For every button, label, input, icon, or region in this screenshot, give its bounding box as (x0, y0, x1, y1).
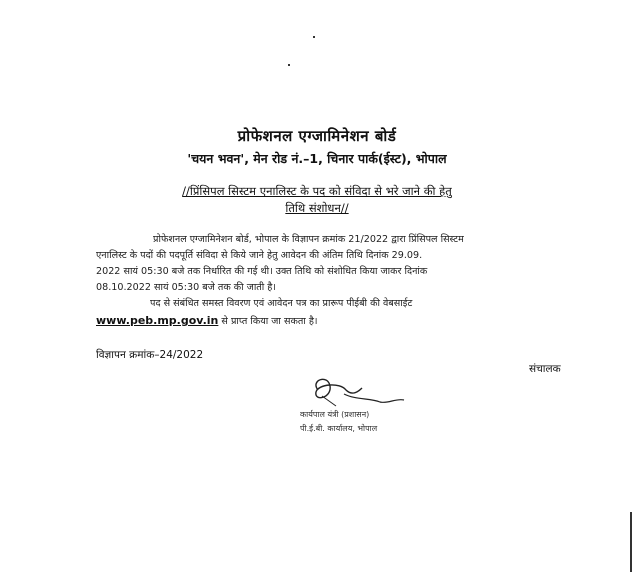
website-suffix: से प्राप्त किया जा सकता है। (218, 316, 318, 327)
stamp-line-2: पी.ई.बी. कार्यालय, भोपाल (300, 424, 378, 433)
scan-speck (288, 64, 290, 66)
stamp-line-1: कार्यपाल यंत्री (प्रशासन) (300, 410, 370, 419)
scan-speck (630, 512, 632, 572)
body-paragraph-line: 08.10.2022 सायं 05:30 बजे तक की जाती है। (96, 282, 277, 293)
scan-speck (313, 36, 315, 38)
body-paragraph-line: प्रोफेशनल एग्जामिनेशन बोर्ड, भोपाल के विज्ञापन क्रमांक 21/2022 द्वारा प्रिंसिपल सिस्टम (153, 234, 464, 245)
subject-text-2: तिथि संशोधन// (285, 201, 349, 215)
director-label: संचालक (529, 363, 561, 375)
body-paragraph-line: पद से संबंधित समस्त विवरण एवं आवेदन पत्र का प्रारूप पीईबी की वेबसाईट (150, 298, 413, 309)
subject-line-2 (0, 201, 634, 216)
subject-line-1 (0, 184, 634, 199)
website-link[interactable]: www.peb.mp.gov.in (96, 314, 219, 327)
body-paragraph-line: एनालिस्ट के पदों की पदपूर्ति संविदा से किये जाने हेतु आवेदन की अंतिम तिथि दिनांक 29.09. (96, 250, 423, 261)
document-address: 'चयन भवन', मेन रोड नं.–1, चिनार पार्क(ईस्ट), भोपाल (187, 151, 447, 166)
body-paragraph-line: 2022 सायं 05:30 बजे तक निर्धारित की गई थी। उक्त तिथि को संशोधित किया जाकर दिनांक (96, 266, 428, 277)
website-line (96, 314, 318, 327)
subject-text-1: //प्रिंसिपल सिस्टम एनालिस्ट के पद को संविदा से भरे जाने की हेतु (182, 184, 452, 198)
advertisement-number: विज्ञापन क्रमांक–24/2022 (96, 349, 204, 361)
official-stamp (300, 408, 377, 436)
document-title: प्रोफेशनल एग्जामिनेशन बोर्ड (237, 127, 397, 145)
